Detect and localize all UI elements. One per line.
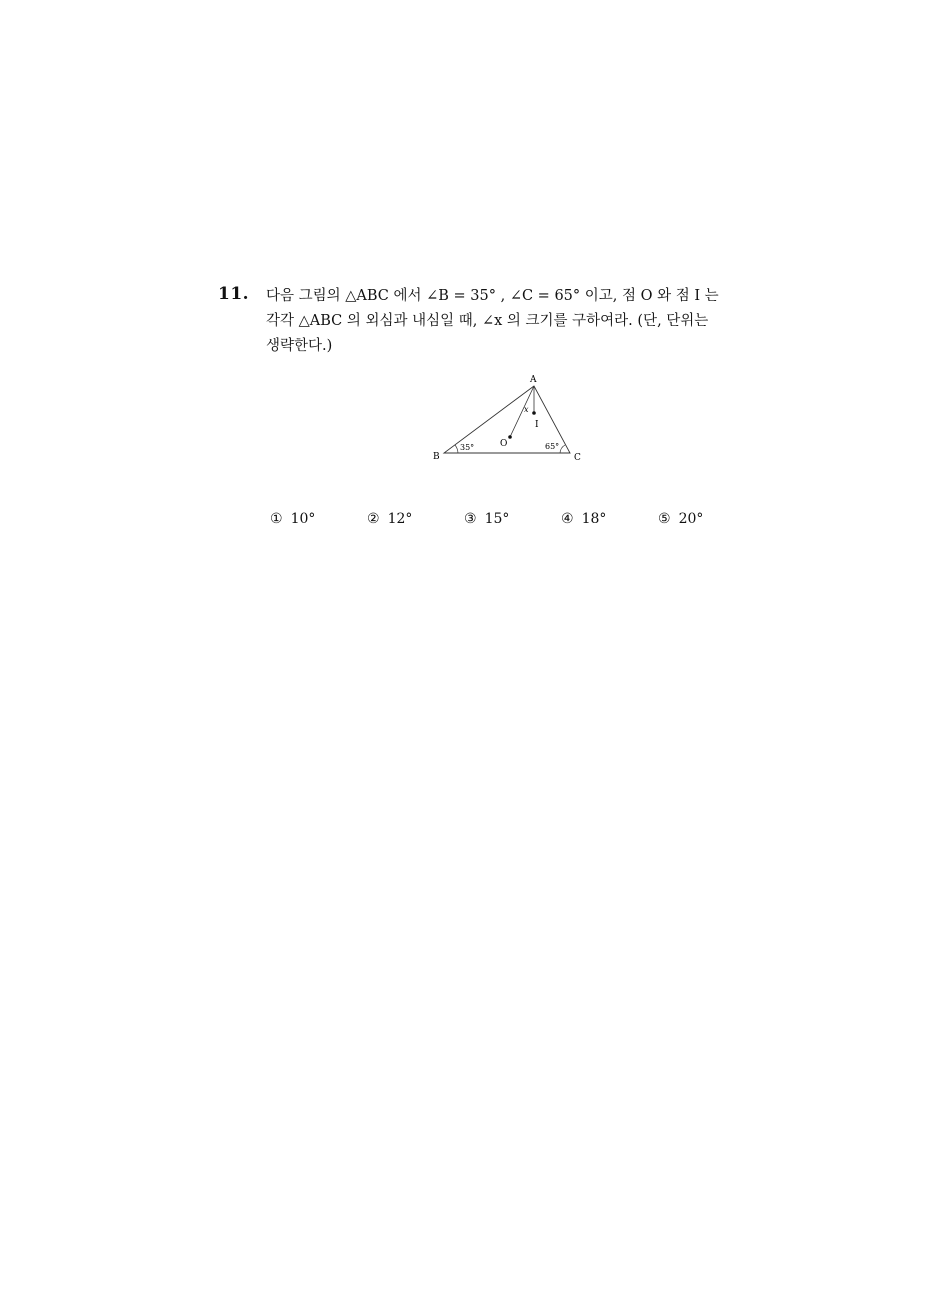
choice-4[interactable] (561, 511, 606, 527)
angle-b-arc (455, 445, 458, 453)
choice-1-mark: ① (270, 511, 283, 527)
choice-5-value: 20° (678, 511, 704, 527)
choice-4-mark: ④ (561, 511, 574, 527)
label-angle-b: 35° (460, 443, 475, 452)
choice-1[interactable] (270, 511, 315, 527)
choice-5[interactable] (658, 511, 703, 527)
choice-3-value: 15° (484, 511, 510, 527)
question-line-2: 각각 △ABC 의 외심과 내심일 때, ∠x 의 크기를 구하여라. (단, 단위는 (266, 313, 709, 329)
triangle-figure (424, 366, 596, 466)
segment-ao (510, 386, 534, 437)
label-c: C (574, 453, 581, 463)
label-a: A (530, 375, 537, 385)
choice-2-value: 12° (387, 511, 413, 527)
choice-5-mark: ⑤ (658, 511, 671, 527)
question-text (266, 284, 756, 359)
label-x: x (524, 405, 529, 414)
answer-choices (270, 511, 730, 533)
label-i: I (535, 420, 539, 430)
choice-2[interactable] (367, 511, 412, 527)
question-number: 11. (218, 284, 250, 304)
choice-3[interactable] (464, 511, 509, 527)
question-line-3: 생략한다.) (266, 338, 333, 354)
question-line-1: 다음 그림의 △ABC 에서 ∠B = 35° , ∠C = 65° 이고, 점 O 와 점 I 는 (266, 288, 719, 304)
choice-4-value: 18° (581, 511, 607, 527)
choice-3-mark: ③ (464, 511, 477, 527)
point-o (508, 435, 512, 439)
point-i (532, 411, 536, 415)
label-o: O (500, 439, 508, 449)
label-angle-c: 65° (545, 442, 560, 451)
angle-c-arc (560, 445, 565, 453)
choice-2-mark: ② (367, 511, 380, 527)
choice-1-value: 10° (290, 511, 316, 527)
label-b: B (433, 452, 440, 462)
